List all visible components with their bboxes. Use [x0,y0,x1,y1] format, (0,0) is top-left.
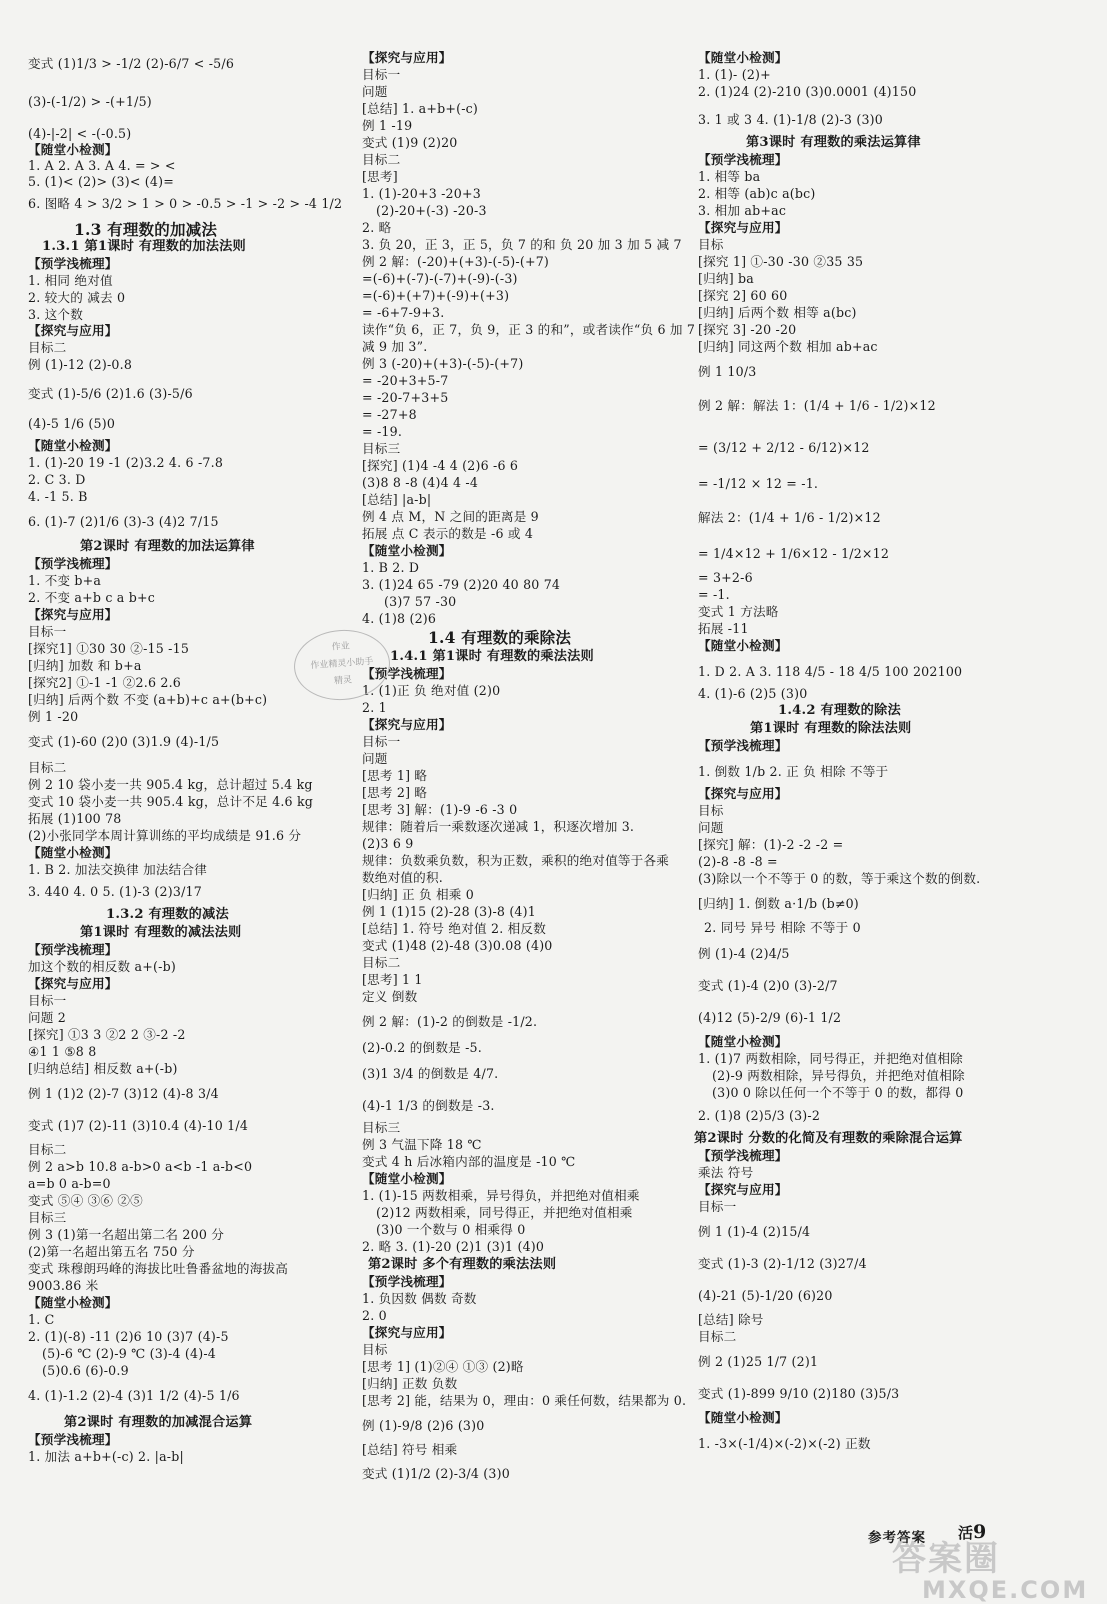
section-label: 【预学浅梳理】 [28,256,118,271]
answer-line: = -20-7+3+5 [362,390,449,405]
answer-line: 变式 ⑤④ ③⑥ ②⑤ [28,1193,143,1208]
answer-line: 拓展 -11 [698,621,749,636]
answer-line: (3)7 57 -30 [384,594,457,609]
section-heading: 1.4 有理数的乘除法 [428,628,572,647]
answer-line: (4)-1 1/3 的倒数是 -3. [362,1098,495,1113]
answer-line: 加这个数的相反数 a+(-b) [28,959,176,974]
section-label: 【探究与应用】 [362,50,452,65]
answer-line: (4)-21 (5)-1/20 (6)20 [698,1288,833,1303]
section-heading: 1.3 有理数的加减法 [74,220,218,239]
section-heading: 第3课时 有理数的乘法运算律 [746,135,921,150]
answer-line: (3)除以一个不等于 0 的数，等于乘这个数的倒数. [698,871,981,886]
section-heading: 第2课时 多个有理数的乘法法则 [368,1257,557,1272]
section-label: 【预学浅梳理】 [28,1432,118,1447]
answer-line: [归纳] 同这两个数 相加 ab+ac [698,339,878,354]
answer-line: (3)8 8 -8 (4)4 4 -4 [362,475,479,490]
answer-line: 变式 (1)7 (2)-11 (3)10.4 (4)-10 1/4 [28,1118,249,1133]
answer-line: 例 2 (1)25 1/7 (2)1 [698,1354,819,1369]
answer-line: 2. 不变 a+b c a b+c [28,590,155,605]
answer-line: 例 2 解：解法 1：(1/4 + 1/6 - 1/2)×12 [698,398,936,413]
answer-line: 1. 加法 a+b+(-c) 2. |a-b| [28,1449,184,1464]
answer-line: 例 3 (-20)+(+3)-(-5)-(+7) [362,356,524,371]
answer-line: 1. (1)-20 19 -1 (2)3.2 4. 6 -7.8 [28,455,224,470]
answer-line: 例 2 a>b 10.8 a-b>0 a<b -1 a-b<0 [28,1159,253,1174]
answer-line: 变式 (1)1/2 (2)-3/4 (3)0 [362,1466,510,1481]
answer-line: = -6+7-9+3. [362,305,445,320]
answer-line: (2)-20+(-3) -20-3 [376,203,487,218]
answer-line: 变式 (1)1/3 > -1/2 (2)-6/7 < -5/6 [28,56,235,71]
answer-line: [归纳总结] 相反数 a+(-b) [28,1061,178,1076]
answer-line: (2)-9 两数相除，异号得负，并把绝对值相除 [712,1068,965,1083]
answer-line: 1. (1)-20+3 -20+3 [362,186,481,201]
answer-line: = 3+2-6 [698,570,753,585]
answer-line: 目标 [698,237,724,252]
answer-line: = -1/12 × 12 = -1. [698,476,819,491]
answer-line: 2. C 3. D [28,472,86,487]
answer-line: [思考] [362,169,398,184]
answer-line: [探究 1] ①-30 -30 ②35 35 [698,254,864,269]
answer-line: 减 9 加 3”. [362,339,428,354]
answer-line: 目标二 [28,1142,67,1157]
answer-line: 1. 相等 ba [698,169,761,184]
answer-line: 例 1 (1)2 (2)-7 (3)12 (4)-8 3/4 [28,1086,219,1101]
section-label: 【预学浅梳理】 [362,1274,452,1289]
answer-line: 1. 负因数 偶数 奇数 [362,1291,477,1306]
page-number-value: 9 [973,1521,987,1543]
answer-line: (2)3 6 9 [362,836,414,851]
answer-line: [归纳] 后两个数 不变 (a+b)+c a+(b+c) [28,692,268,707]
section-label: 【预学浅梳理】 [28,556,118,571]
answer-line: 乘法 符号 [698,1165,754,1180]
answer-line: 1. (1)正 负 绝对值 (2)0 [362,683,501,698]
answer-line: [总结] 1. a+b+(-c) [362,101,479,116]
section-label: 【探究与应用】 [698,220,788,235]
section-label: 【探究与应用】 [698,1182,788,1197]
answer-line: 变式 (1)-3 (2)-1/12 (3)27/4 [698,1256,867,1271]
answer-line: 2. 同号 异号 相除 不等于 0 [704,920,861,935]
answer-line: 目标 [362,1342,388,1357]
watermark-url: MXQE.COM [922,1576,1089,1604]
answer-line: (3)0 0 除以任何一个不等于 0 的数，都得 0 [712,1085,964,1100]
section-label: 【探究与应用】 [28,607,118,622]
answer-line: 1. 倒数 1/b 2. 正 负 相除 不等于 [698,764,889,779]
answer-line: [归纳] 正 负 相乘 0 [362,887,475,902]
answer-line: (4)12 (5)-2/9 (6)-1 1/2 [698,1010,842,1025]
answer-line: [探究] ①3 3 ②2 2 ③-2 -2 [28,1027,186,1042]
answer-line: 数绝对值的积. [362,870,443,885]
answer-line: 解法 2：(1/4 + 1/6 - 1/2)×12 [698,510,881,525]
answer-line: 6. (1)-7 (2)1/6 (3)-3 (4)2 7/15 [28,514,219,529]
answer-line: 目标二 [28,760,67,775]
section-label: 【预学浅梳理】 [698,1148,788,1163]
answer-line: = -19. [362,424,403,439]
answer-line: 变式 (1)-5/6 (2)1.6 (3)-5/6 [28,386,193,401]
answer-line: 例 1 (1)-4 (2)15/4 [698,1224,811,1239]
answer-line: 目标一 [362,67,401,82]
answer-line: 问题 [362,84,388,99]
answer-line: 目标二 [362,152,401,167]
answer-line: (5)0.6 (6)-0.9 [42,1363,129,1378]
answer-line: 规律：随着后一乘数逐次递减 1，积逐次增加 3. [362,819,635,834]
answer-line: = 1/4×12 + 1/6×12 - 1/2×12 [698,546,890,561]
answer-line: 5. (1)< (2)> (3)< (4)= [28,174,174,189]
answer-line: (2)12 两数相乘，同号得正，并把绝对值相乘 [376,1205,633,1220]
answer-line: 变式 4 h 后冰箱内部的温度是 -10 ℃ [362,1154,576,1169]
answer-line: [探究] (1)4 -4 4 (2)6 -6 6 [362,458,519,473]
answer-line: 2. (1)(-8) -11 (2)6 10 (3)7 (4)-5 [28,1329,229,1344]
footer-label: 参考答案 [868,1530,926,1546]
answer-line: [探究 2] 60 60 [698,288,788,303]
answer-line: 目标三 [362,1120,401,1135]
answer-line: (2)小张同学本周计算训练的平均成绩是 91.6 分 [28,828,302,843]
section-heading: 第2课时 分数的化简及有理数的乘除混合运算 [694,1131,963,1146]
answer-line: [探究2] ①-1 -1 ②2.6 2.6 [28,675,182,690]
section-label: 【预学浅梳理】 [362,666,452,681]
answer-line: [归纳] 后两个数 相等 a(bc) [698,305,857,320]
answer-line: 变式 珠穆朗玛峰的海拔比吐鲁番盆地的海拔高 [28,1261,289,1276]
answer-line: (2)-8 -8 -8 = [698,854,778,869]
answer-line: (3)1 3/4 的倒数是 4/7. [362,1066,499,1081]
section-label: 【随堂小检测】 [362,543,452,558]
answer-line: 3. 1 或 3 4. (1)-1/8 (2)-3 (3)0 [698,112,883,127]
answer-line: 目标 [698,803,724,818]
answer-line: 例 1 (1)15 (2)-28 (3)-8 (4)1 [362,904,536,919]
answer-line: 2. 略 [362,220,392,235]
answer-line: 问题 [698,820,724,835]
answer-line: 拓展 点 C 表示的数是 -6 或 4 [362,526,534,541]
section-heading: 1.3.1 第1课时 有理数的加法法则 [42,239,246,254]
watermark [892,1540,1088,1602]
answer-line: 2. 1 [362,700,387,715]
section-label: 【预学浅梳理】 [698,152,788,167]
answer-line: 例 (1)-12 (2)-0.8 [28,357,133,372]
answer-line: [归纳] 正数 负数 [362,1376,458,1391]
answer-line: ④1 1 ⑤8 8 [28,1044,97,1059]
answer-line: (5)-6 ℃ (2)-9 ℃ (3)-4 (4)-4 [42,1346,217,1361]
answer-line: 例 2 10 袋小麦一共 905.4 kg，总计超过 5.4 kg [28,777,313,792]
answer-line: 目标三 [28,1210,67,1225]
answer-line: 变式 (1)-4 (2)0 (3)-2/7 [698,978,838,993]
answer-line: 1. -3×(-1/4)×(-2)×(-2) 正数 [698,1436,871,1451]
section-label: 【随堂小检测】 [698,1034,788,1049]
section-heading: 第1课时 有理数的除法法则 [750,721,912,736]
answer-line: [探究 3] -20 -20 [698,322,797,337]
answer-line: 例 (1)-4 (2)4/5 [698,946,790,961]
answer-line: 4. -1 5. B [28,489,88,504]
answer-line: 读作“负 6，正 7，负 9，正 3 的和”，或者读作“负 6 加 7 [362,322,696,337]
answer-line: (2)-0.2 的倒数是 -5. [362,1040,482,1055]
answer-line: [思考 1] 略 [362,768,428,783]
answer-line: (2)第一名超出第五名 750 分 [28,1244,195,1259]
answer-line: = -1. [698,587,730,602]
section-heading: 1.4.2 有理数的除法 [778,703,901,718]
section-heading: 1.4.1 第1课时 有理数的乘法法则 [390,649,594,664]
answer-line: 1. (1)- (2)+ [698,67,771,82]
answer-line: [思考 3] 解：(1)-9 -6 -3 0 [362,802,518,817]
answer-line: a=b 0 a-b=0 [28,1176,111,1191]
answer-line: = (3/12 + 2/12 - 6/12)×12 [698,440,870,455]
answer-line: 拓展 (1)100 78 [28,811,122,826]
answer-line: 目标一 [362,734,401,749]
answer-line: [思考] 1 1 [362,972,423,987]
watermark-logo: 答案圈 [892,1539,1000,1579]
answer-line: 例 4 点 M，N 之间的距离是 9 [362,509,539,524]
answer-line: =(-6)+(-7)-(-7)+(-9)-(-3) [362,271,518,286]
answer-line: 2. 相等 (ab)c a(bc) [698,186,816,201]
answer-line: 1. A 2. A 3. A 4. = > < [28,158,176,173]
section-label: 【随堂小检测】 [698,638,788,653]
section-label: 【探究与应用】 [698,786,788,801]
answer-line: 目标三 [362,441,401,456]
answer-line: = -27+8 [362,407,417,422]
answer-line: 3. (1)24 65 -79 (2)20 40 80 74 [362,577,561,592]
answer-line: =(-6)+(+7)+(-9)+(+3) [362,288,510,303]
answer-line: 3. 440 4. 0 5. (1)-3 (2)3/17 [28,884,202,899]
answer-line: [思考 2] 略 [362,785,428,800]
answer-line: [探究] 解：(1)-2 -2 -2 = [698,837,844,852]
section-label: 【探究与应用】 [362,1325,452,1340]
section-heading: 第1课时 有理数的减法法则 [80,925,242,940]
section-heading: 1.3.2 有理数的减法 [106,907,229,922]
answer-line: 问题 2 [28,1010,67,1025]
section-label: 【随堂小检测】 [698,1410,788,1425]
answer-line: = -20+3+5-7 [362,373,449,388]
section-heading: 第2课时 有理数的加法运算律 [80,539,255,554]
answer-line: 1. B 2. 加法交换律 加法结合律 [28,862,208,877]
answer-line: [归纳] 加数 和 b+a [28,658,142,673]
answer-line: 变式 (1)9 (2)20 [362,135,458,150]
answer-line: 2. (1)24 (2)-210 (3)0.0001 (4)150 [698,84,917,99]
answer-line: 1. 相同 绝对值 [28,273,113,288]
answer-line: 例 1 -19 [362,118,413,133]
answer-line: 例 3 气温下降 18 ℃ [362,1137,482,1152]
answer-line: 例 1 10/3 [698,364,757,379]
answer-line: 例 3 (1)第一名超出第二名 200 分 [28,1227,225,1242]
answer-line: [总结] 1. 符号 绝对值 2. 相反数 [362,921,547,936]
answer-line: 规律：负数乘负数，积为正数，乘积的绝对值等于各乘 [362,853,670,868]
answer-line: 变式 (1)-899 9/10 (2)180 (3)5/3 [698,1386,900,1401]
answer-line: 1. 不变 b+a [28,573,102,588]
section-label: 【随堂小检测】 [698,50,788,65]
answer-line: 4. (1)-6 (2)5 (3)0 [698,686,808,701]
answer-line: 变式 10 袋小麦一共 905.4 kg，总计不足 4.6 kg [28,794,314,809]
answer-line: [探究1] ①30 30 ②-15 -15 [28,641,190,656]
answer-line: (4)-5 1/6 (5)0 [28,416,116,431]
answer-line: 变式 (1)48 (2)-48 (3)0.08 (4)0 [362,938,553,953]
answer-line: (3)0 一个数与 0 相乘得 0 [376,1222,526,1237]
answer-line: [总结] |a-b| [362,492,432,507]
section-label: 【探究与应用】 [362,717,452,732]
answer-line: 2. 0 [362,1308,387,1323]
answer-line: 例 2 解：(1)-2 的倒数是 -1/2. [362,1014,538,1029]
answer-line: 例 2 解：(-20)+(+3)-(-5)-(+7) [362,254,550,269]
answer-line: [思考 1] (1)②④ ①③ (2)略 [362,1359,524,1374]
answer-line: 1. D 2. A 3. 118 4/5 - 18 4/5 100 202100 [698,664,963,679]
answer-line: 2. 较大的 减去 0 [28,290,126,305]
answer-line: 变式 (1)-60 (2)0 (3)1.9 (4)-1/5 [28,734,220,749]
answer-line: [思考 2] 能，结果为 0，理由：0 乘任何数，结果都为 0. [362,1393,687,1408]
answer-line: 1. (1)7 两数相除，同号得正，并把绝对值相除 [698,1051,963,1066]
answer-line: 定义 倒数 [362,989,418,1004]
answer-line: [总结] 符号 相乘 [362,1442,458,1457]
answer-line: 9003.86 米 [28,1278,99,1293]
answer-line: 2. (1)8 (2)5/3 (3)-2 [698,1108,821,1123]
answer-line: 1. (1)-15 两数相乘，异号得负，并把绝对值相乘 [362,1188,640,1203]
answer-line: [归纳] ba [698,271,754,286]
answer-line: 4. (1)8 (2)6 [362,611,437,626]
section-heading: 第2课时 有理数的加减混合运算 [64,1415,253,1430]
section-label: 【探究与应用】 [28,323,118,338]
answer-line: 3. 这个数 [28,307,84,322]
section-label: 【随堂小检测】 [28,1295,118,1310]
section-label: 【随堂小检测】 [28,438,118,453]
section-label: 【随堂小检测】 [28,142,118,157]
answer-line: 6. 图略 4 > 3/2 > 1 > 0 > -0.5 > -1 > -2 > -4 1/2 [28,196,343,211]
answer-line: 例 (1)-9/8 (2)6 (3)0 [362,1418,485,1433]
answer-line: 1. B 2. D [362,560,420,575]
answer-line: 1. C [28,1312,55,1327]
answer-line: 目标一 [28,624,67,639]
answer-line: 例 1 -20 [28,709,79,724]
section-label: 【随堂小检测】 [362,1171,452,1186]
answer-line: 目标二 [28,340,67,355]
answer-line: (4)-|-2| < -(-0.5) [28,126,132,141]
answer-line: 4. (1)-1.2 (2)-4 (3)1 1/2 (4)-5 1/6 [28,1388,240,1403]
answer-line: 3. 负 20，正 3，正 5，负 7 的和 负 20 加 3 加 5 减 7 [362,237,682,252]
answer-line: 目标一 [698,1199,737,1214]
answer-line: 目标二 [362,955,401,970]
answer-line: 2. 略 3. (1)-20 (2)1 (3)1 (4)0 [362,1239,545,1254]
section-label: 【预学浅梳理】 [28,942,118,957]
stamp-seal: 作业 作业精灵小助手 精灵 [292,627,393,704]
section-label: 【随堂小检测】 [28,845,118,860]
answer-line: [归纳] 1. 倒数 a·1/b (b≠0) [698,896,859,911]
section-label: 【预学浅梳理】 [698,738,788,753]
answer-line: 变式 1 方法略 [698,604,779,619]
answer-line: 目标二 [698,1329,737,1344]
answer-line: [总结] 除号 [698,1312,764,1327]
section-label: 【探究与应用】 [28,976,118,991]
answer-line: (3)-(-1/2) > -(+1/5) [28,94,152,109]
answer-line: 问题 [362,751,388,766]
page-prefix: 活 [958,1524,974,1542]
answer-line: 3. 相加 ab+ac [698,203,787,218]
answer-line: 目标一 [28,993,67,1008]
